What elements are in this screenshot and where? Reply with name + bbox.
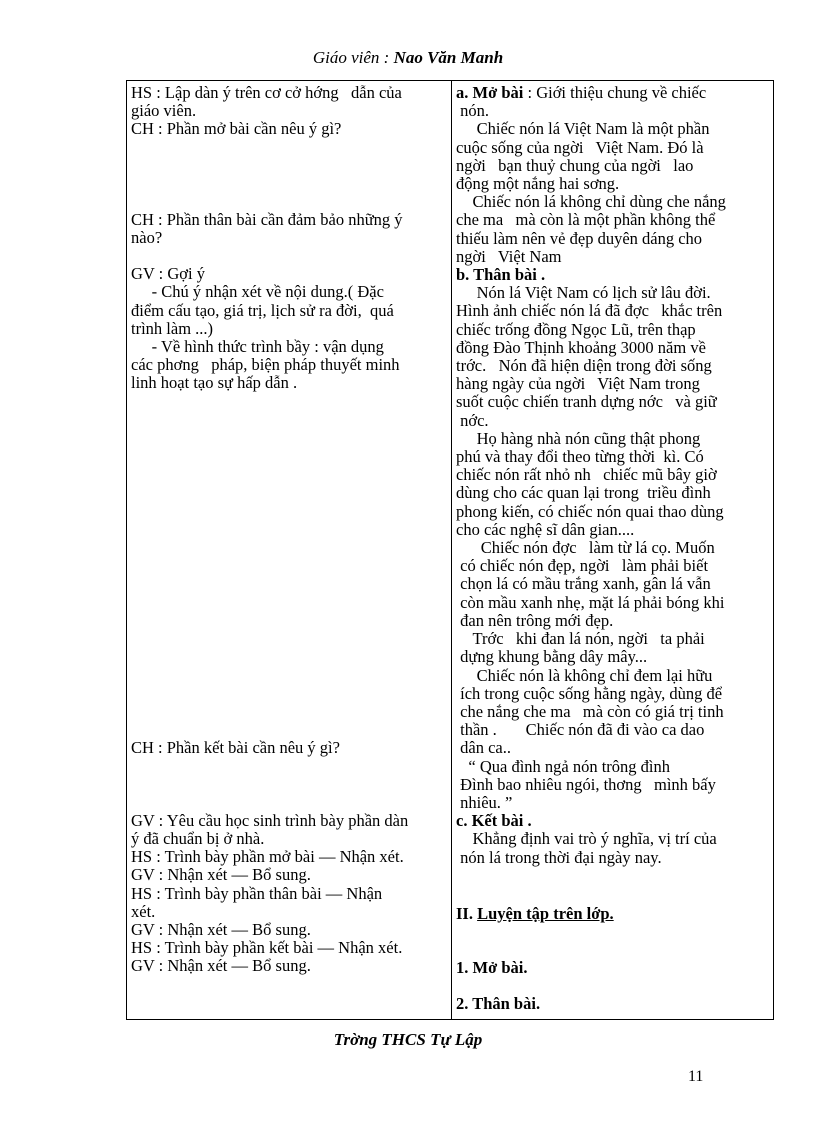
conclusion-text: Khẳng định vai trò ý nghĩa, vị trí của nón lá trong thời đại ngày nay. (460, 829, 717, 867)
page-footer: Trờng THCS Tự Lập (333, 1030, 483, 1049)
item-1: 1. Mở bài. (456, 957, 528, 977)
body-text: Nón lá Việt Nam có lịch sử lâu đời. Hình ảnh chiếc nón lá đã đợc khắc trên chiếc trống đồng Ngọc Lũ, trên thạp đồng Đào Thịnh khoảng 3000 năm về trớc. Nón đã hiện diện trong đời sống hàng ngày của ngời Việt Nam trong suốt cuộc chiến tranh dựng nớc và giữ nớc. Họ hàng nhà nón cũng thật phong phú và thay đổi theo từng thời kì. Có chiếc nón rất nhỏ nh chiếc mũ bây giờ dùng cho các quan lại trong triều đình phong kiến, có chiếc nón quai thao dùng cho các nghệ sĩ dân gian.... Chiếc nón đợc làm từ lá cọ. Muốn có chiếc nón đẹp, ngời làm phải biết chọn lá có mầu trắng xanh, gân lá vẫn còn mầu xanh nhẹ, mặt lá phải bóng khi đan nên trông mới đẹp. Trớc khi đan lá nón, ngời ta phải dựng khung bằng dây mây... Chiếc nón là không chỉ đem lại hữu ích trong cuộc sống hằng ngày, dùng để che nắng che ma mà còn có giá trị tinh thần . Chiếc nón đã đi vào ca dao dân ca.. “ Qua đình ngả nón trông đình Đình bao nhiêu ngói, thơng mình bấy nhiêu. ” (456, 283, 725, 812)
teacher-name: Nao Văn Manh (393, 48, 504, 67)
intro-summary: : Giới thiệu chung về chiếc nón. (460, 83, 707, 121)
teacher-activity-column (127, 81, 452, 1019)
item-2: 2. Thân bài. (456, 994, 541, 1014)
conclusion-heading: c. Kết bài . (456, 811, 532, 831)
lesson-table (126, 80, 774, 1020)
left-block-body: CH : Phần thân bài cần đảm bảo những ý nào? GV : Gợi ý - Chú ý nhận xét về nội dung.( Đặc điểm cấu tạo, giá trị, lịch sử ra đời, quá trình làm ...) - Về hình thức trình bầy : vận dụng các phơng pháp, biện pháp thuyết minh linh hoạt tạo sự hấp dẫn . (131, 209, 403, 393)
body-heading: b. Thân bài . (456, 265, 546, 285)
intro-heading-line (456, 84, 768, 120)
left-block-intro: HS : Lập dàn ý trên cơ cở hớng dẫn của giáo viên. CH : Phần mở bài cần nêu ý gì? (131, 83, 402, 139)
section-2-title: Luyện tập trên lớp. (477, 903, 614, 923)
intro-body: Chiếc nón lá Việt Nam là một phần cuộc sống của ngời Việt Nam. Đó là ngời bạn thuỷ chung của ngời lao động một nắng hai sơng. Chiếc nón lá không chỉ dùng che nắng che ma mà còn là một phần không thể thiếu làm nên vẻ đẹp duyên dáng cho ngời Việt Nam (456, 119, 726, 266)
header-prefix: Giáo viên : (312, 48, 394, 67)
intro-heading: a. Mở bài (456, 83, 524, 102)
left-block-practice: GV : Yêu cầu học sinh trình bày phần dàn ý đã chuẩn bị ở nhà. HS : Trình bày phần mở bài — Nhận xét. GV : Nhận xét — Bổ sung. HS : Trình bày phần thân bài — Nhận xét. GV : Nhận xét — Bổ sung. HS : Trình bày phần kết bài — Nhận xét. GV : Nhận xét — Bổ sung. (131, 810, 409, 976)
page-header (0, 48, 816, 68)
section-2-number: II. (456, 903, 478, 923)
section-2-heading (456, 905, 768, 923)
content-column (452, 81, 772, 1019)
page-number: 11 (688, 1068, 704, 1085)
left-block-conclusion: CH : Phần kết bài cần nêu ý gì? (131, 737, 340, 757)
